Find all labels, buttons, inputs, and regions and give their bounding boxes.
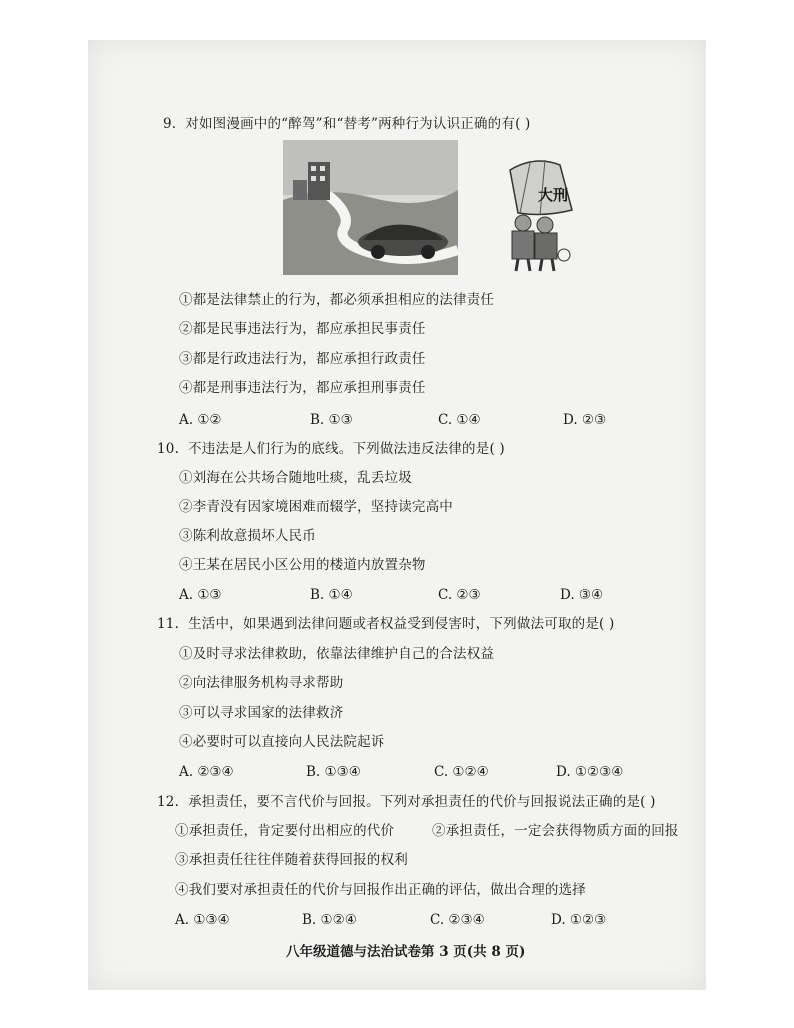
q11-choice-d: D. ①②③④ bbox=[556, 764, 624, 780]
question-text: 生活中，如果遇到法律问题或者权益受到侵害时，下列做法可取的是( ) bbox=[188, 616, 615, 632]
q10-choice-b: B. ①④ bbox=[310, 587, 353, 603]
question-number: 9. bbox=[163, 116, 177, 132]
question-11-stem bbox=[157, 615, 615, 633]
q9-choice-c: C. ①④ bbox=[438, 412, 481, 428]
q12-statement-4: ④我们要对承担责任的代价与回报作出正确的评估，做出合理的选择 bbox=[175, 882, 586, 898]
question-text: 对如图漫画中的“醉驾”和“替考”两种行为认识正确的有( ) bbox=[185, 116, 531, 132]
question-text: 承担责任，要不言代价与回报。下列对承担责任的代价与回报说法正确的是( ) bbox=[188, 794, 656, 810]
q9-statement-3: ③都是行政违法行为，都应承担行政责任 bbox=[179, 351, 426, 367]
q12-statement-3: ③承担责任往往伴随着获得回报的权利 bbox=[175, 852, 408, 868]
question-9-stem bbox=[163, 115, 531, 133]
comic-drunk-driving bbox=[283, 140, 458, 275]
page-footer: 八年级道德与法治试卷第 3 页(共 8 页) bbox=[286, 944, 526, 960]
q10-statement-3: ③陈利故意损坏人民币 bbox=[179, 528, 316, 544]
question-12-stem bbox=[157, 793, 656, 811]
q11-statement-4: ④必要时可以直接向人民法院起诉 bbox=[179, 734, 385, 750]
q11-statement-2: ②向法律服务机构寻求帮助 bbox=[179, 675, 344, 691]
q12-choice-a: A. ①③④ bbox=[175, 912, 230, 928]
q10-choice-c: C. ②③ bbox=[438, 587, 481, 603]
q9-choice-d: D. ②③ bbox=[563, 412, 607, 428]
q11-statement-1: ①及时寻求法律救助，依靠法律维护自己的合法权益 bbox=[179, 646, 495, 662]
q9-choice-a: A. ①② bbox=[179, 412, 222, 428]
q10-choice-d: D. ③④ bbox=[560, 587, 604, 603]
question-text: 不违法是人们行为的底线。下列做法违反法律的是( ) bbox=[188, 441, 505, 457]
q12-choice-b: B. ①②④ bbox=[302, 912, 357, 928]
comic-sign-text: 大刑 bbox=[538, 186, 569, 204]
q12-choice-c: C. ②③④ bbox=[430, 912, 485, 928]
q9-statement-2: ②都是民事违法行为，都应承担民事责任 bbox=[179, 321, 426, 337]
q11-choice-c: C. ①②④ bbox=[434, 764, 489, 780]
q12-choice-d: D. ①②③ bbox=[551, 912, 607, 928]
q11-choice-a: A. ②③④ bbox=[179, 764, 234, 780]
q12-statement-2: ②承担责任，一定会获得物质方面的回报 bbox=[432, 823, 679, 839]
q11-choice-b: B. ①③④ bbox=[306, 764, 361, 780]
q9-statement-1: ①都是法律禁止的行为，都必须承担相应的法律责任 bbox=[179, 292, 495, 308]
question-number: 11. bbox=[157, 616, 180, 632]
q10-statement-1: ①刘海在公共场合随地吐痰，乱丢垃圾 bbox=[179, 470, 412, 486]
q10-statement-2: ②李青没有因家境困难而辍学，坚持读完高中 bbox=[179, 499, 453, 515]
question-10-stem bbox=[157, 440, 505, 458]
question-number: 12. bbox=[157, 794, 180, 810]
comic-exam-cheating bbox=[490, 155, 580, 273]
q10-choice-a: A. ①③ bbox=[179, 587, 222, 603]
q10-statement-4: ④王某在居民小区公用的楼道内放置杂物 bbox=[179, 557, 426, 573]
question-number: 10. bbox=[157, 441, 180, 457]
q12-statement-1: ①承担责任，肯定要付出相应的代价 bbox=[175, 823, 395, 839]
q11-statement-3: ③可以寻求国家的法律救济 bbox=[179, 705, 344, 721]
q9-statement-4: ④都是刑事违法行为，都应承担刑事责任 bbox=[179, 380, 426, 396]
q9-choice-b: B. ①③ bbox=[310, 412, 353, 428]
